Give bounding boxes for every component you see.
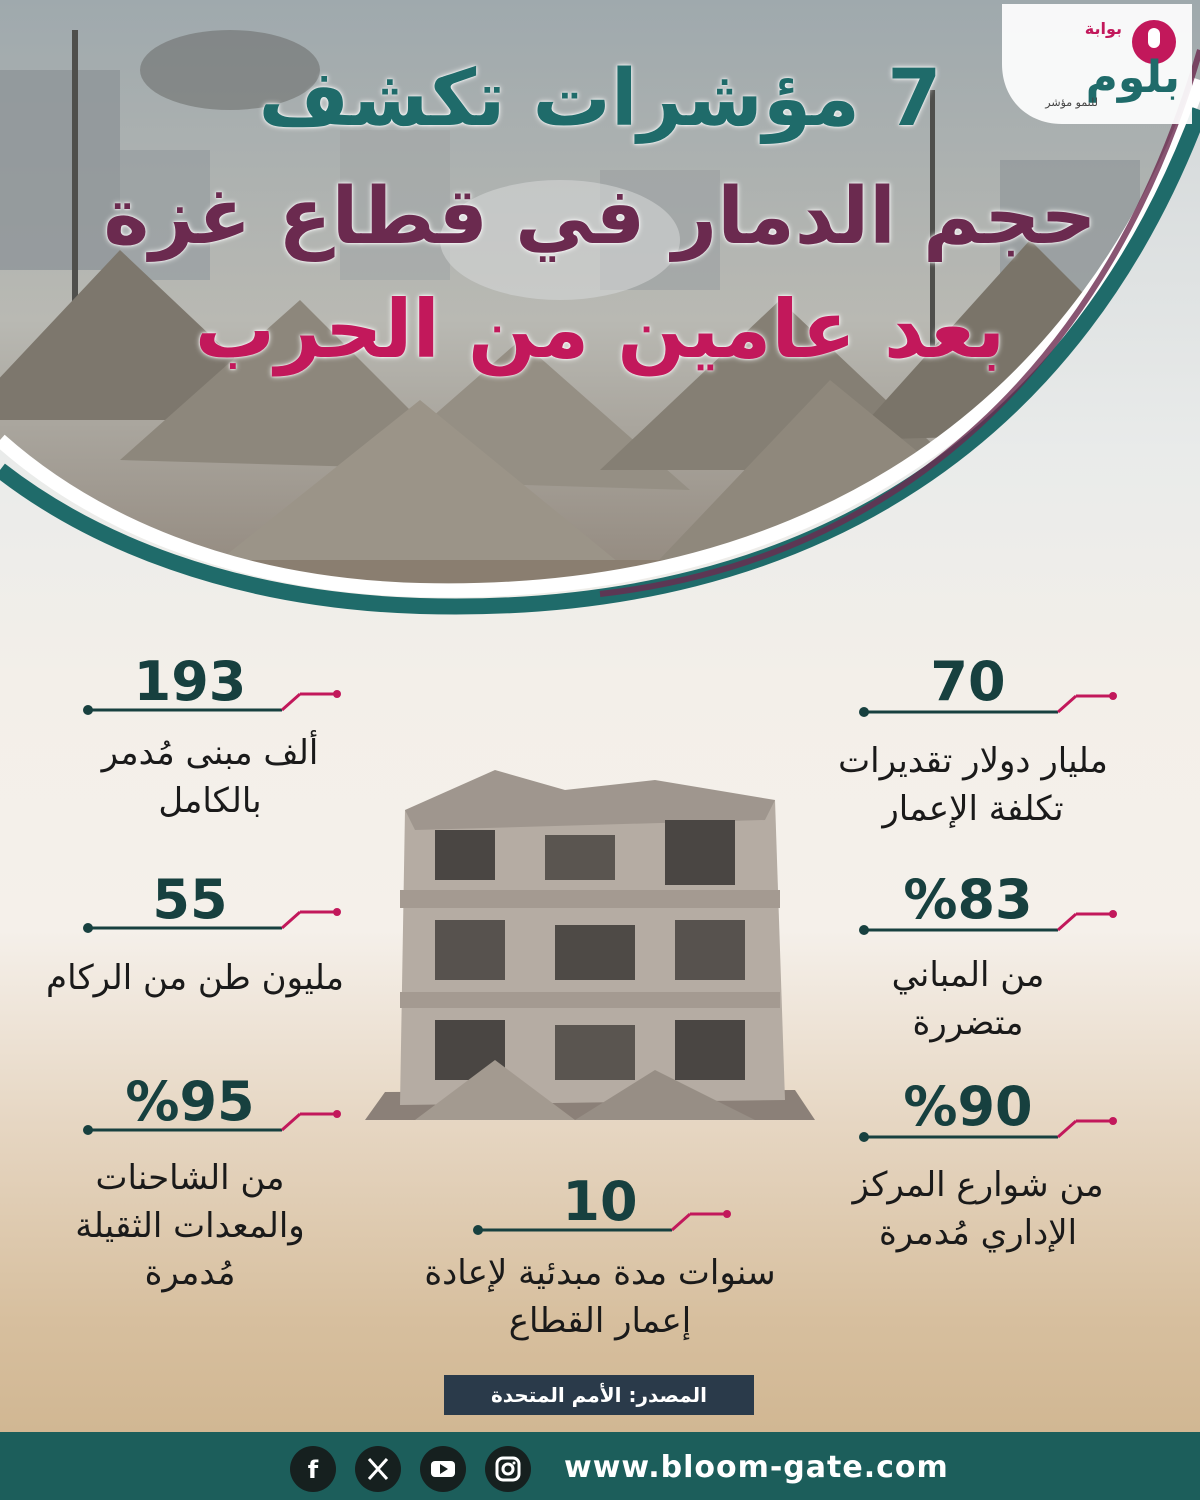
stat-label: ألف مبنى مُدمر بالكامل (101, 733, 319, 821)
logo-tagline: للنمو مؤشر (1045, 96, 1098, 109)
stat-divider (472, 1208, 734, 1248)
stat-number: %83 (903, 868, 1033, 931)
svg-text:f: f (307, 1456, 319, 1484)
stat-divider (82, 1108, 344, 1148)
stat-label: من شوارع المركز الإداري مُدمرة (852, 1165, 1104, 1253)
youtube-icon[interactable] (420, 1446, 466, 1492)
source-label: المصدر: الأمم المتحدة (444, 1375, 754, 1415)
stat-number: %90 (903, 1075, 1033, 1138)
stat-label: من الشاحنات والمعدات الثقيلة مُدمرة (75, 1158, 305, 1294)
stat-divider (858, 908, 1120, 948)
stat-reconstruction-cost-label (818, 738, 1128, 833)
stat-number: 55 (152, 868, 228, 931)
stat-label: من المباني متضررة (891, 955, 1045, 1043)
title-line-2: حجم الدمار في قطاع غزة (103, 172, 1097, 262)
stat-number: 10 (562, 1170, 638, 1233)
facebook-icon[interactable] (290, 1446, 336, 1492)
logo-name: بلوم (1085, 52, 1180, 103)
damaged-building-image (355, 740, 830, 1125)
stat-divider (82, 906, 344, 946)
stat-divider (82, 688, 344, 728)
website-url[interactable]: www.bloom-gate.com (564, 1450, 949, 1485)
stat-rubble-label (20, 955, 370, 1003)
stat-trucks-label (30, 1155, 350, 1298)
stat-damaged-buildings-label (838, 952, 1098, 1047)
title-line-3: بعد عامين من الحرب (194, 283, 1006, 376)
stat-label: مليون طن من الركام (46, 958, 344, 998)
stat-divider (858, 690, 1120, 730)
title-block (0, 54, 1200, 376)
instagram-icon[interactable] (485, 1446, 531, 1492)
stat-number: 193 (133, 650, 247, 713)
stat-admin-streets-label (818, 1162, 1138, 1257)
stat-number: %95 (125, 1070, 255, 1133)
logo-top-text: بوابة (1084, 19, 1122, 38)
stat-label: سنوات مدة مبدئية لإعادة إعمار القطاع (424, 1253, 776, 1341)
stat-reconstruction-years-label (380, 1250, 820, 1345)
x-icon[interactable] (355, 1446, 401, 1492)
stat-number: 70 (930, 650, 1006, 713)
stat-divider (858, 1115, 1120, 1155)
title-line-1: 7 مؤشرات تكشف (258, 54, 942, 144)
stat-destroyed-buildings-label (60, 730, 360, 825)
stat-label: مليار دولار تقديرات تكلفة الإعمار (838, 741, 1108, 829)
